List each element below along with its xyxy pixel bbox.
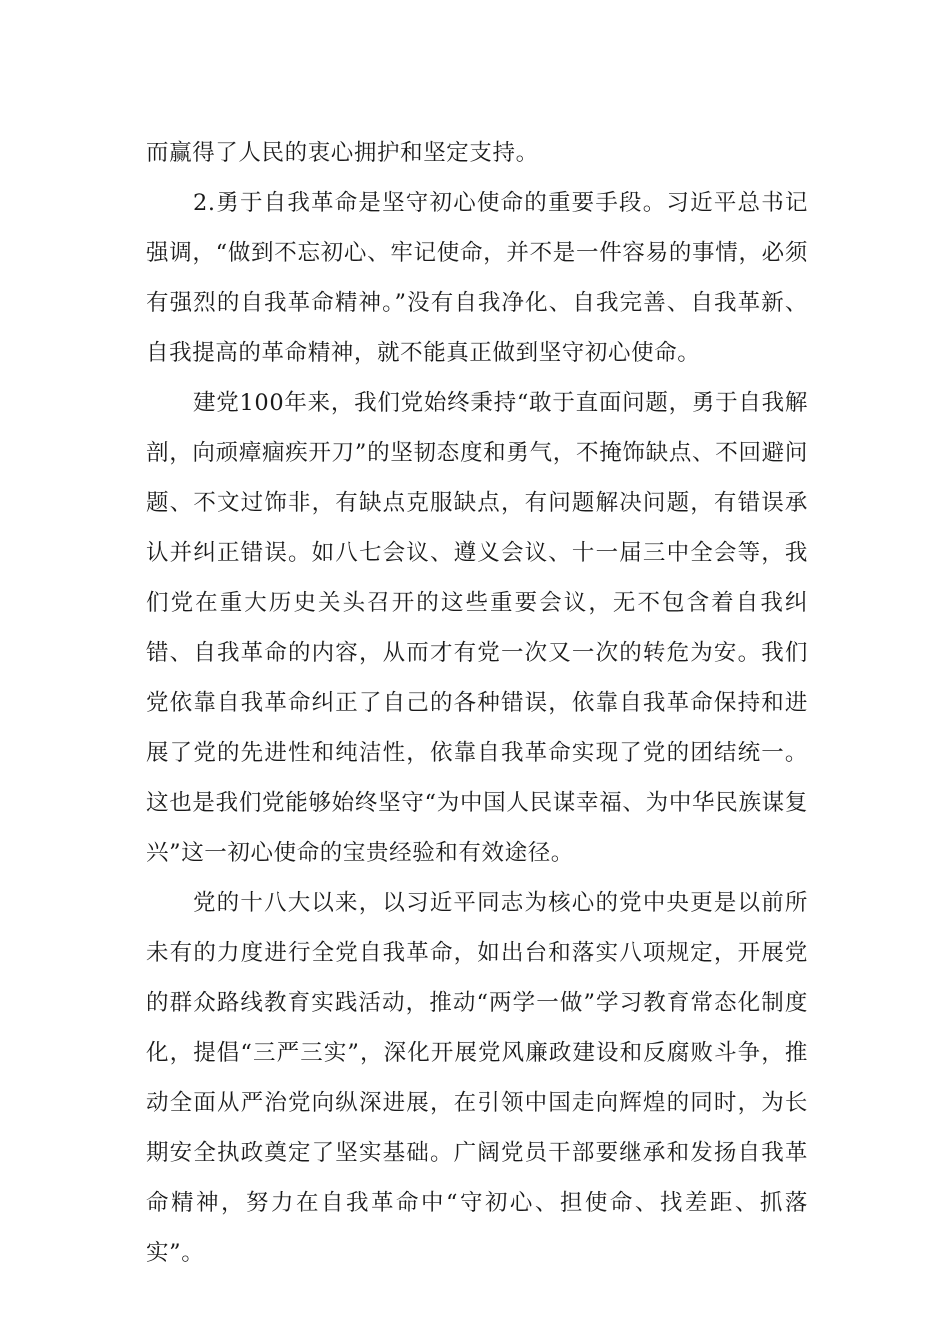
paragraph-self-revolution-means: 2.勇于自我革命是坚守初心使命的重要手段。习近平总书记强调，“做到不忘初心、牢记使命，并不是一件容易的事情，必须有强烈的自我革命精神。”没有自我净化、自我完善、自我革新、自我提高的革命精神，就不能真正做到坚守初心使命。 [146, 190, 808, 366]
paragraph-continuation: 而赢得了人民的衷心拥护和坚定支持。 [146, 140, 539, 166]
document-body [146, 128, 808, 1278]
paragraph-party-history: 建党100年来，我们党始终秉持“敢于直面问题，勇于自我解剖，向顽瘴痼疾开刀”的坚韧态度和勇气，不掩饰缺点、不回避问题、不文过饰非，有缺点克服缺点，有问题解决问题，有错误承认并纠正错误。如八七会议、遵义会议、十一届三中全会等，我们党在重大历史关头召开的这些重要会议，无不包含着自我纠错、自我革命的内容，从而才有党一次又一次的转危为安。我们党依靠自我革命纠正了自己的各种错误，依靠自我革命保持和进展了党的先进性和纯洁性，依靠自我革命实现了党的团结统一。这也是我们党能够始终坚守“为中国人民谋幸福、为中华民族谋复兴”这一初心使命的宝贵经验和有效途径。 [146, 390, 808, 866]
paragraph-18th-congress: 党的十八大以来，以习近平同志为核心的党中央更是以前所未有的力度进行全党自我革命，如出台和落实八项规定，开展党的群众路线教育实践活动，推动“两学一做”学习教育常态化制度化，提倡“三严三实”，深化开展党风廉政建设和反腐败斗争，推动全面从严治党向纵深进展，在引领中国走向辉煌的同时，为长期安全执政奠定了坚实基础。广阔党员干部要继承和发扬自我革命精神，努力在自我革命中“守初心、担使命、找差距、抓落实”。 [146, 890, 808, 1266]
